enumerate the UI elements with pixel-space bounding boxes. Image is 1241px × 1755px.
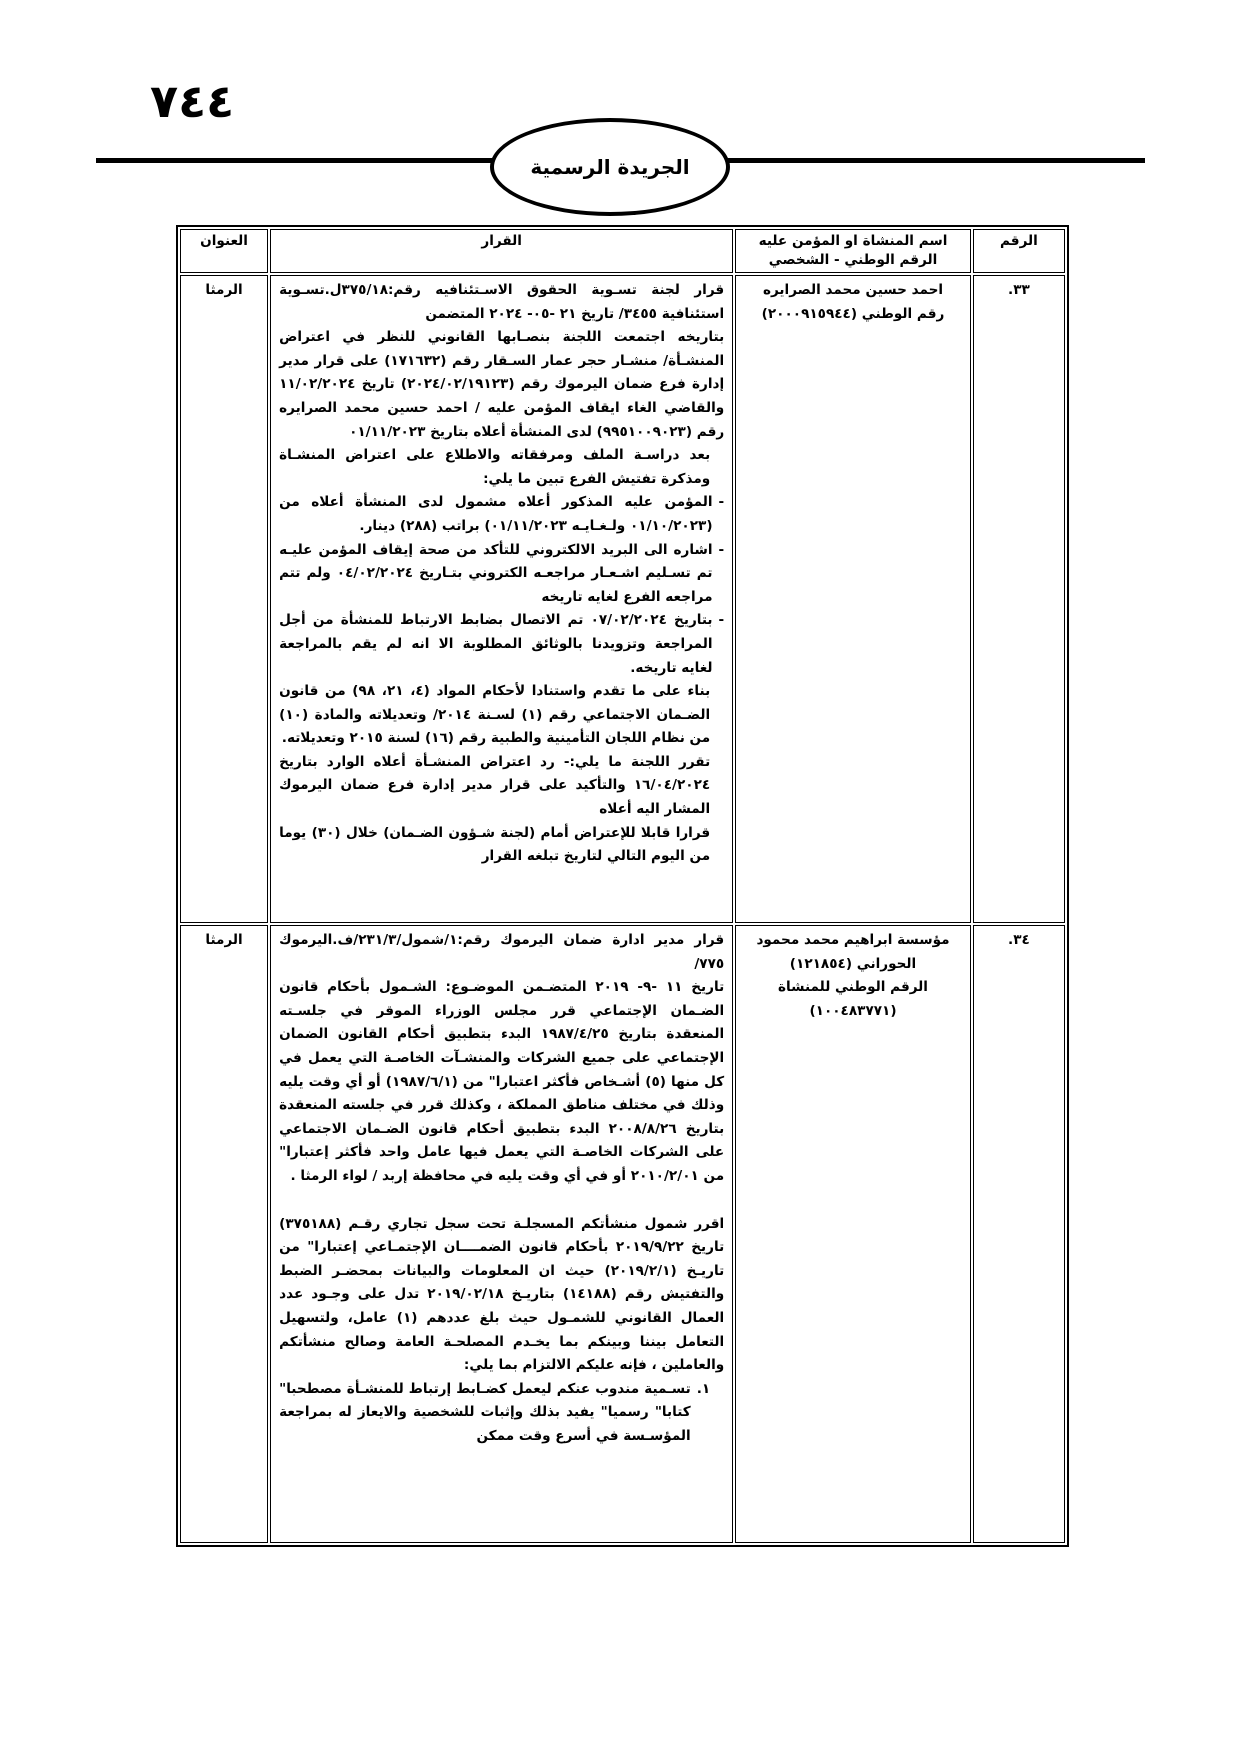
header-address: العنوان [180, 229, 268, 273]
header-decision: القرار [270, 229, 733, 273]
decision-paragraph: بناء على ما تقدم واستنادا لأحكام المواد (٤، ٢١، ٩٨) من قانون الضـمان الاجتماعي رقم (١) لسـنة ٢٠١٤/ وتعديلاته والمادة (١٠) من نظام اللجان التأمينية والطبية رقم (١٦) لسنة ٢٠١٥ وتعديلاته. [279, 683, 711, 747]
decision-bullet: - المؤمن عليه المذكور أعلاه مشمول لدى المنشأة أعلاه من (٠١/١٠/٢٠٢٣ ولـغـايـه ٠١/١١/٢٠٢٣) براتب (٢٨٨) دينار. [279, 491, 724, 538]
decisions-table [176, 225, 1069, 1547]
decision-text [270, 275, 733, 923]
decision-paragraph: اقرر شمول منشأتكم المسجلـة تحت سجل تجاري رقـم (٣٧٥١٨٨) تاريخ ٢٠١٩/٩/٢٢ بأحكام قانون الضمــــان الإجتمـاعي إعتبارا" من تاريـخ (٢٠١٩/٢/١) حيث ان المعلومات والبيانات بمحضـر الضبط والتفتيش رقم (١٤١٨٨) بتاريـخ ٢٠١٩/٠٢/١٨ تدل على وجـود عدد العمال القانوني للشمـول حيث بلغ عددهم (١) عامل، ولتسهيل التعامل بيننا وبينكم بما يخـدم المصلحـة العامة وصالح منشأتكم والعاملين ، فإنه عليكم الالتزام بما يلي: [279, 1215, 725, 1374]
establishment-line: احمد حسين محمد الصرايره [762, 282, 944, 298]
decision-numbered-item [279, 1378, 724, 1449]
table-header-row [180, 229, 1065, 273]
decision-paragraph: قرار مدير ادارة ضمان اليرموك رقم:١/شمول/٢٣١/٣/ف.اليرموك ٧٧٥/ [279, 932, 725, 972]
row-number: ٣٣. [973, 275, 1065, 923]
row-number: ٣٤. [973, 925, 1065, 1543]
decision-text [270, 925, 733, 1543]
establishment-line: (١٠٠٤٨٣٧٧١) [809, 1002, 897, 1019]
paragraph-gap [279, 1189, 724, 1213]
decision-paragraph: قرارا قابلا للإعتراض أمام (لجنة شـؤون الضـمان) خلال (٣٠) يوما من اليوم التالي لتاريخ تبلغه القرار [279, 824, 711, 865]
header-title: الجريدة الرسمية [530, 155, 690, 179]
establishment-name [735, 925, 971, 1543]
table-row [180, 275, 1065, 923]
bullet-text: اشاره الى البريد الالكتروني للتأكد من صحة إيقاف المؤمن عليـه تم تسـليم اشـعـار مراجعـه الكتروني بتـاريخ ٠٤/٠٢/٢٠٢٤ ولم تتم مراجعه الفرع لغايه تاريخه [279, 541, 713, 605]
establishment-line: مؤسسة ابراهيم محمد محمود الحوراني (١٢١٨٥٤) [756, 932, 950, 972]
table-row [180, 925, 1065, 1543]
decision-paragraph: بعد دراسـة الملف ومرفقاته والاطلاع على اعتراض المنشـاة ومذكرة تفتيش الفرع تبين ما يلي: [279, 447, 711, 487]
decision-paragraph: تاريخ ١١ -٩- ٢٠١٩ المتضـمن الموضـوع: الشـمول بأحكام قانون الضـمان الإجتماعي قرر مجلس الوزراء الموقر في جلسـته المنعقدة بتاريخ ١٩٨٧/٤/٢٥ البدء بتطبيق أحكام القانون الضمان الإجتماعي على جميع الشركات والمنشـآت الخاصـة التي يعمل في كل منها (٥) أشـخاص فأكثر اعتبارا" من (١٩٨٧/٦/١) أو أي وقت يليه وذلك في مختلف مناطق المملكة ، وكذلك قرر في جلسته المنعقدة بتاريخ ٢٠٠٨/٨/٢٦ البدء بتطبيق أحكام قانون الضـمان الاجتماعي على الشركات الخاصـة التي يعمل فيها عامل واحد فأكثر إعتبارا" من ٢٠١٠/٢/٠١ أو في أي وقت يليه في محافظة إربد / لواء الرمثا . [279, 979, 725, 1184]
decision-paragraph: بتاريخه اجتمعت اللجنة بنصـابها القانوني للنظر في اعتراض المنشـأة/ منشـار حجر عمار السـقار رقم (١٧١٦٣٢) على قرار مدير إدارة فرع ضمان اليرموك رقم (٢٠٢٤/٠٢/١٩١٢٣) تاريخ ١١/٠٢/٢٠٢٤ والقاضي الغاء ايقاف المؤمن عليه / احمد حسين محمد الصرايره رقم (٩٩٥١٠٠٩٠٢٣) لدى المنشأة أعلاه بتاريخ ٠١/١١/٢٠٢٣ [279, 329, 725, 440]
page-number: ٧٤٤ [150, 74, 235, 128]
decision-bullet: - بتاريخ ٠٧/٠٢/٢٠٢٤ تم الاتصال بضابط الارتباط للمنشأة من أجل المراجعة وتزويدنا بالوثائق المطلوبة الا انه لم يقم بالمراجعة لغايه تاريخه. [279, 609, 724, 680]
address: الرمثا [180, 925, 268, 1543]
decision-paragraph: قرار لجنة تسـوية الحقوق الاسـتئنافيه رقم:٣٧٥/١٨ل.تسـوية استئنافية ٣٤٥٥/ تاريخ ٢١ -٠٥- ٢٠٢٤ المتضمن [279, 282, 725, 322]
numbered-marker: ١. [696, 1380, 711, 1397]
header-number: الرقم [973, 229, 1065, 273]
establishment-name [735, 275, 971, 923]
header-oval [490, 118, 730, 216]
numbered-text: تسـمية مندوب عنكم ليعمل كضـابط إرتباط للمنشـأة مصطحبا" كتابا" رسميا" يفيد بذلك وإثبات للشخصية والايعاز له بمراجعة المؤسـسة في أسرع وقت ممكن [279, 1380, 691, 1444]
establishment-line: الرقم الوطني للمنشاة [778, 979, 928, 996]
header-establishment: اسم المنشاة او المؤمن عليه الرقم الوطني - الشخصي [735, 229, 971, 273]
decision-bullet: - اشاره الى البريد الالكتروني للتأكد من صحة إيقاف المؤمن عليـه تم تسـليم اشـعـار مراجعـه الكتروني بتـاريخ ٠٤/٠٢/٢٠٢٤ ولم تتم مراجعه الفرع لغايه تاريخه [279, 539, 724, 610]
establishment-line: رقم الوطني (٢٠٠٠٩١٥٩٤٤) [761, 305, 945, 322]
bullet-text: المؤمن عليه المذكور أعلاه مشمول لدى المنشأة أعلاه من (٠١/١٠/٢٠٢٣ ولـغـايـه ٠١/١١/٢٠٢٣) براتب (٢٨٨) دينار. [279, 494, 713, 534]
address: الرمثا [180, 275, 268, 923]
decision-paragraph: تقرر اللجنة ما يلي:- رد اعتراض المنشـأة أعلاه الوارد بتاريخ ١٦/٠٤/٢٠٢٤ والتأكيد على قرار مدير إدارة فرع ضمان اليرموك المشار اليه أعلاه [279, 753, 711, 818]
bullet-text: بتاريخ ٠٧/٠٢/٢٠٢٤ تم الاتصال بضابط الارتباط للمنشأة من أجل المراجعة وتزويدنا بالوثائق المطلوبة الا انه لم يقم بالمراجعة لغايه تاريخه. [279, 612, 713, 676]
